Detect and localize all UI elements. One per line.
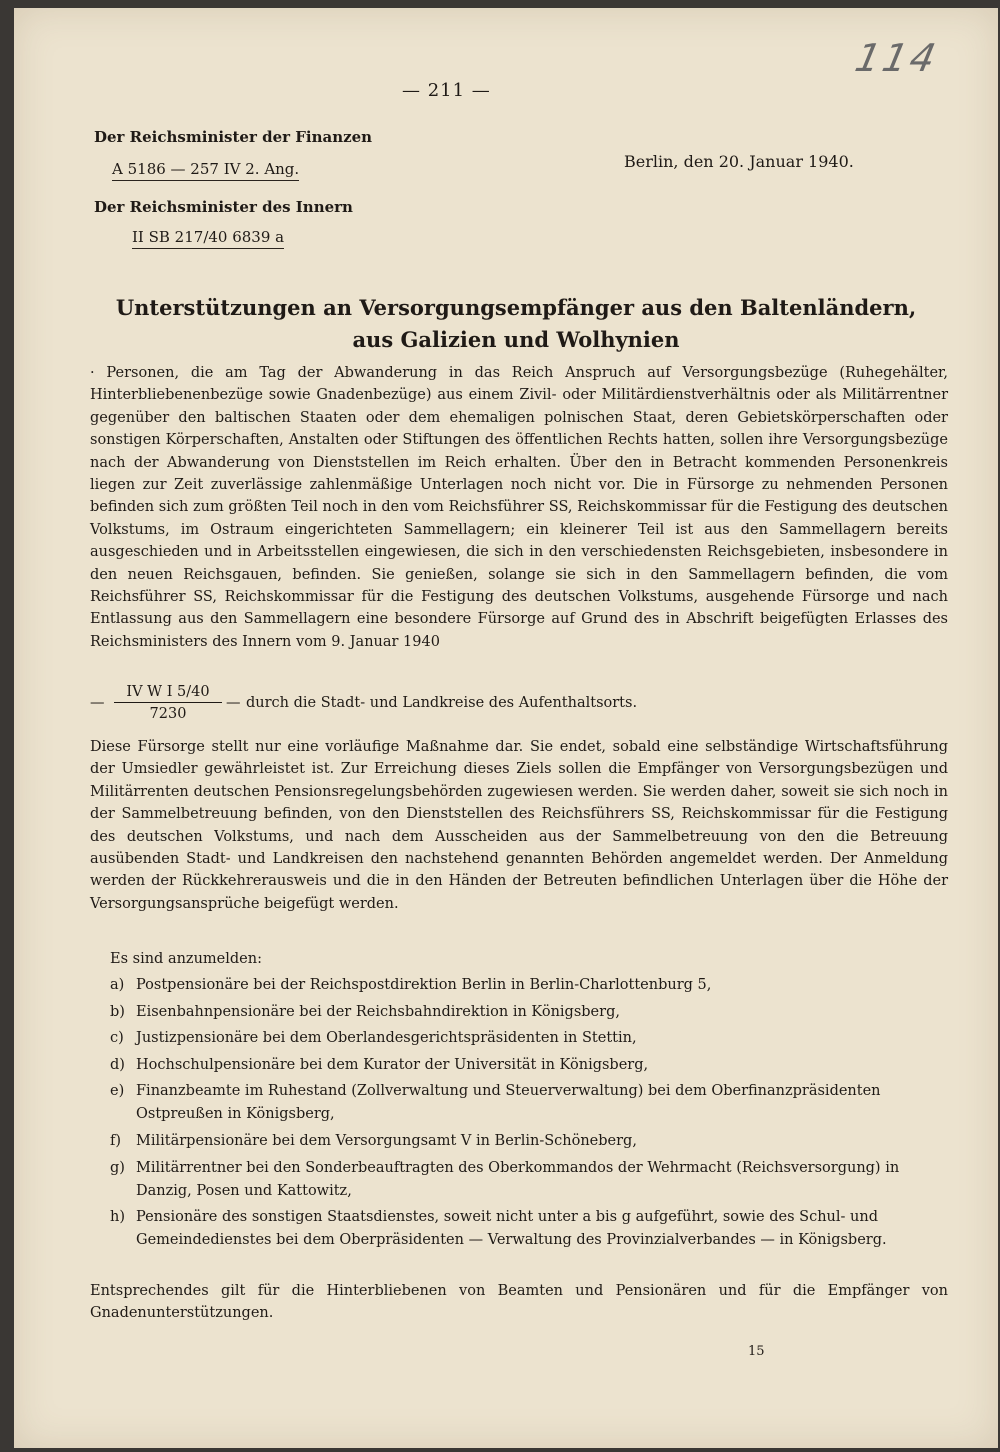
page-number: — 211 — [402, 80, 491, 101]
list-item-text: Justizpensionäre bei dem Oberlandesgerichtspräsidenten in Stettin, [136, 1030, 637, 1047]
paragraph-2: Diese Fürsorge stellt nur eine vorläufige Maßnahme dar. Sie endet, sobald eine selbständige Wirtschaftsführung der Umsiedler gewährleistet ist. Zur Erreichung dieses Ziels sollen die Empfänger von Versorgungsbezügen und Militärrenten deutschen Pensionsregelungsbehörden zugewiesen werden. Sie werden daher, soweit sie sich noch in der Sammelbetreuung befinden, von den Dienststellen des Reichsführers SS, Reichskommissar für die Festigung des deutschen Volkstums, und nach dem Ausscheiden aus der Sammelbetreuung von den die Betreuung ausübenden Stadt- und Landkreisen den nachstehend genannten Behörden angemeldet werden. Der Anmeldung werden der Rückkehrerausweis und die in den Händen der Betreuten befindlichen Unterlagen über die Höhe der Versorgungsansprüche beigefügt werden. [90, 739, 948, 912]
list-item [110, 1027, 950, 1050]
list-item-text: Militärpensionäre bei dem Versorgungsamt V in Berlin-Schöneberg, [136, 1132, 637, 1149]
dash-right: — [226, 695, 241, 711]
list-item-text: Postpensionäre bei der Reichspostdirektion Berlin in Berlin-Charlottenburg 5, [136, 977, 712, 993]
list-marker: b) [110, 1003, 125, 1020]
list-marker: a) [110, 977, 125, 993]
list-item [110, 1206, 950, 1252]
list-item-text: Pensionäre des sonstigen Staatsdienstes, soweit nicht unter a bis g aufgeführt, sowie des Schul- und Gemeindedienstes bei dem Oberpräsidenten — Verwaltung des Provinzialverbandes — in Königsberg. [136, 1209, 887, 1249]
fraction-numerator: IV W I 5/40 [114, 684, 222, 703]
authority-list [110, 974, 950, 1256]
reference-number-finance: A 5186 — 257 IV 2. Ang. [112, 160, 299, 181]
list-item [110, 1080, 950, 1126]
dash-left: — [90, 695, 105, 711]
document-title [74, 292, 958, 356]
paragraph-1: · Personen, die am Tag der Abwanderung in das Reich Anspruch auf Versorgungsbezüge (Ruhegehälter, Hinterbliebenenbezüge sowie Gnadenbezüge) aus einem Zivil- oder Militärdienstverhältnis oder als Militärrentner gegenüber den baltischen Staaten oder dem ehemaligen polnischen Staat, deren Gebietskörperschaften oder sonstigen Körperschaften, Anstalten oder Stiftungen des öffentlichen Rechts hatten, sollen ihre Versorgungsbezüge nach der Abwanderung von Dienststellen im Reich erhalten. Über den in Betracht kommenden Personenkreis liegen zur Zeit zuverlässige zahlenmäßige Unterlagen noch nicht vor. Die in Fürsorge zu nehmenden Personen befinden sich zum größten Teil noch in den vom Reichsführer SS, Reichskommissar für die Festigung des deutschen Volkstums, im Ostraum eingerichteten Sammellagern; ein kleinerer Teil ist aus den Sammellagern bereits ausgeschieden und in Arbeitsstellen eingewiesen, die sich in den verschiedensten Reichsgebieten, insbesondere in den neuen Reichsgauen, befinden. Sie genießen, solange sie sich in den Sammellagern befinden, die vom Reichsführer SS, Reichskommissar für die Festigung des deutschen Volkstums, ausgehende Fürsorge und nach Entlassung aus den Sammellagern eine besondere Fürsorge auf Grund des in Abschrift beigefügten Erlasses des Reichsministers des Innern vom 9. Januar 1940 [90, 365, 948, 650]
reference-number-interior: II SB 217/40 6839 a [132, 228, 284, 249]
title-line-1: Unterstützungen an Versorgungsempfänger aus den Baltenländern, [115, 295, 917, 320]
list-marker: c) [110, 1030, 124, 1047]
list-marker: h) [110, 1209, 125, 1226]
document-page [14, 8, 998, 1448]
decree-reference-text: durch die Stadt- und Landkreise des Aufenthaltsorts. [246, 695, 638, 711]
list-item-text: Finanzbeamte im Ruhestand (Zollverwaltung und Steuerverwaltung) bei dem Oberfinanzpräsidenten Ostpreußen in Königsberg, [136, 1083, 881, 1123]
sender-finance-ministry: Der Reichsminister der Finanzen [94, 128, 373, 146]
list-item [110, 1157, 950, 1203]
list-marker: f) [110, 1132, 122, 1149]
closing-paragraph: Entsprechendes gilt für die Hinterbliebenen von Beamten und Pensionären und für die Empfänger von Gnadenunterstützungen. [90, 1283, 948, 1322]
decree-fraction [114, 684, 222, 722]
list-marker: e) [110, 1083, 125, 1100]
list-intro: Es sind anzumelden: [110, 951, 262, 967]
list-item [110, 974, 950, 997]
handwritten-folio-number: 114 [851, 36, 943, 80]
list-item-text: Hochschulpensionäre bei dem Kurator der Universität in Königsberg, [136, 1056, 649, 1073]
list-marker: d) [110, 1056, 125, 1073]
list-item-text: Militärrentner bei den Sonderbeauftragten des Oberkommandos der Wehrmacht (Reichsversorgung) in Danzig, Posen und Kattowitz, [136, 1159, 900, 1199]
list-item [110, 1054, 950, 1077]
list-item [110, 1001, 950, 1024]
sender-interior-ministry: Der Reichsminister des Innern [94, 198, 353, 216]
sheet-number: 15 [748, 1344, 765, 1359]
list-item-text: Eisenbahnpensionäre bei der Reichsbahndirektion in Königsberg, [136, 1003, 620, 1020]
list-item [110, 1130, 950, 1153]
document-date: Berlin, den 20. Januar 1940. [624, 152, 854, 171]
decree-reference-line [90, 684, 950, 732]
fraction-denominator: 7230 [149, 706, 187, 722]
list-marker: g) [110, 1159, 125, 1176]
title-line-2: aus Galizien und Wolhynien [352, 327, 680, 352]
